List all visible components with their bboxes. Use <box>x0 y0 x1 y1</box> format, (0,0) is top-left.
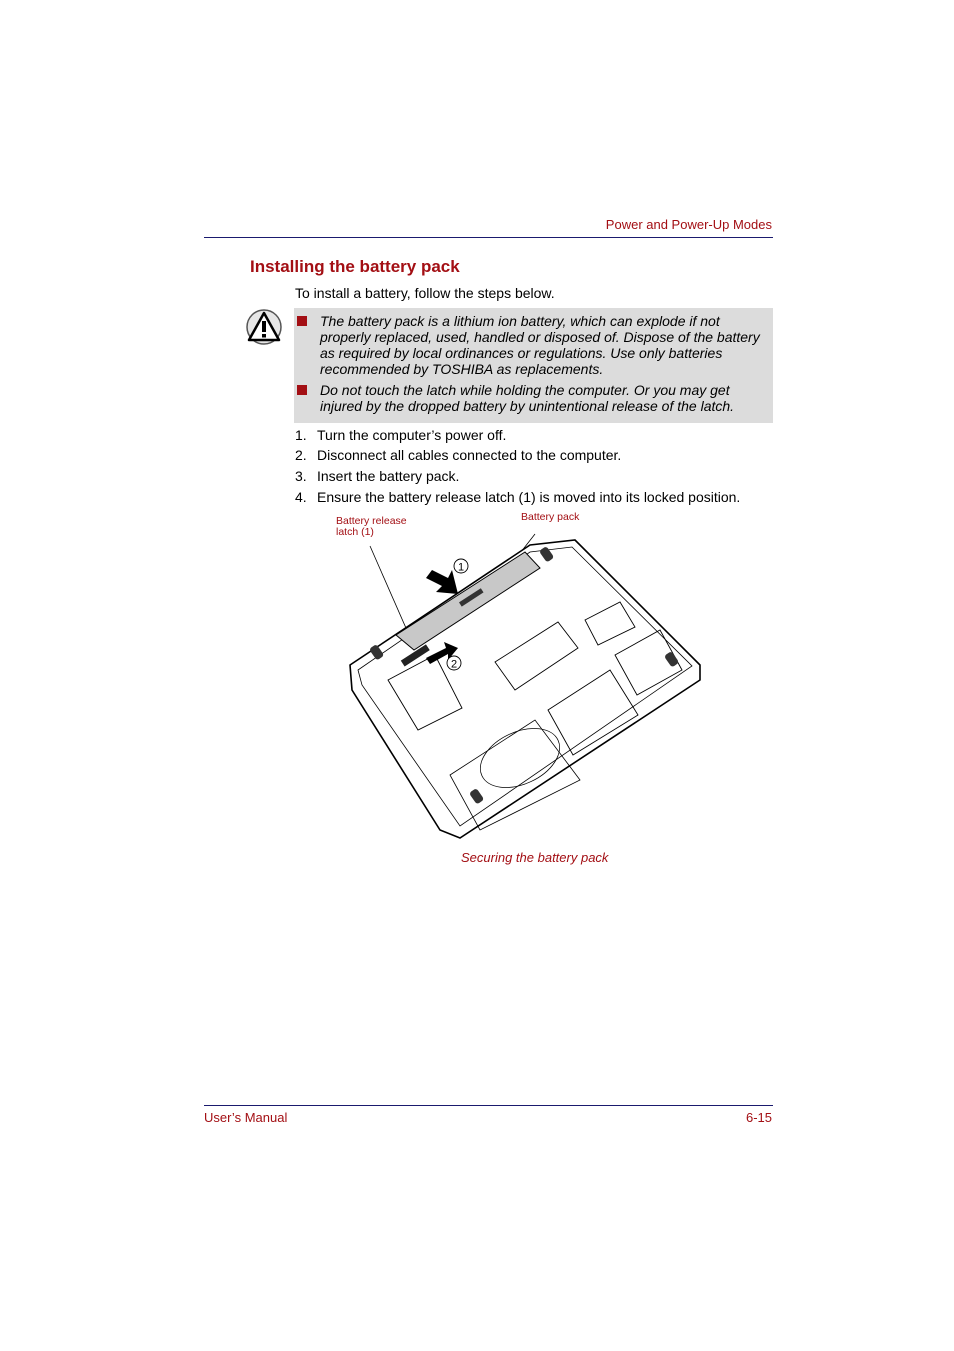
step-item <box>295 468 459 484</box>
figure-marker-1: 1 <box>457 561 465 574</box>
step-text: Ensure the battery release latch (1) is moved into its locked position. <box>317 489 741 505</box>
caution-item: The battery pack is a lithium ion battery, which can explode if not properly replaced, used, handled or disposed of. Dispose of the battery as required by local ordinances or regulations. Use only batteries recommended by TOSHIBA as replacements. <box>320 313 760 377</box>
step-number: 1. <box>295 427 307 443</box>
step-number: 2. <box>295 447 307 463</box>
page-number: 6-15 <box>745 1110 772 1125</box>
figure-label-latch-line1: Battery release <box>336 515 407 527</box>
step-text: Insert the battery pack. <box>317 468 460 484</box>
warning-triangle-icon <box>246 309 282 345</box>
step-number: 3. <box>295 468 307 484</box>
figure-label-latch-line2: latch (1) <box>336 526 374 538</box>
footer-manual-title: User’s Manual <box>204 1110 288 1125</box>
figure-caption: Securing the battery pack <box>461 850 609 865</box>
step-item <box>295 427 506 443</box>
step-item <box>295 489 740 505</box>
bullet-square-icon <box>297 316 307 326</box>
figure-marker-2: 2 <box>450 658 458 671</box>
caution-box <box>294 308 773 423</box>
caution-item: Do not touch the latch while holding the computer. Or you may get injured by the dropped battery by unintentional release of the latch. <box>320 382 735 414</box>
bullet-square-icon <box>297 385 307 395</box>
section-title: Installing the battery pack <box>250 257 460 276</box>
laptop-underside-illustration <box>340 530 710 850</box>
running-header: Power and Power-Up Modes <box>605 217 772 232</box>
insert-arrow-icon <box>426 570 458 594</box>
step-item <box>295 447 621 463</box>
header-rule <box>204 237 773 238</box>
figure-label-battery: Battery pack <box>521 511 580 523</box>
intro-text: To install a battery, follow the steps below. <box>295 285 555 301</box>
step-number: 4. <box>295 489 307 505</box>
step-text: Disconnect all cables connected to the computer. <box>317 447 622 463</box>
step-text: Turn the computer’s power off. <box>317 427 507 443</box>
footer-rule <box>204 1105 773 1106</box>
